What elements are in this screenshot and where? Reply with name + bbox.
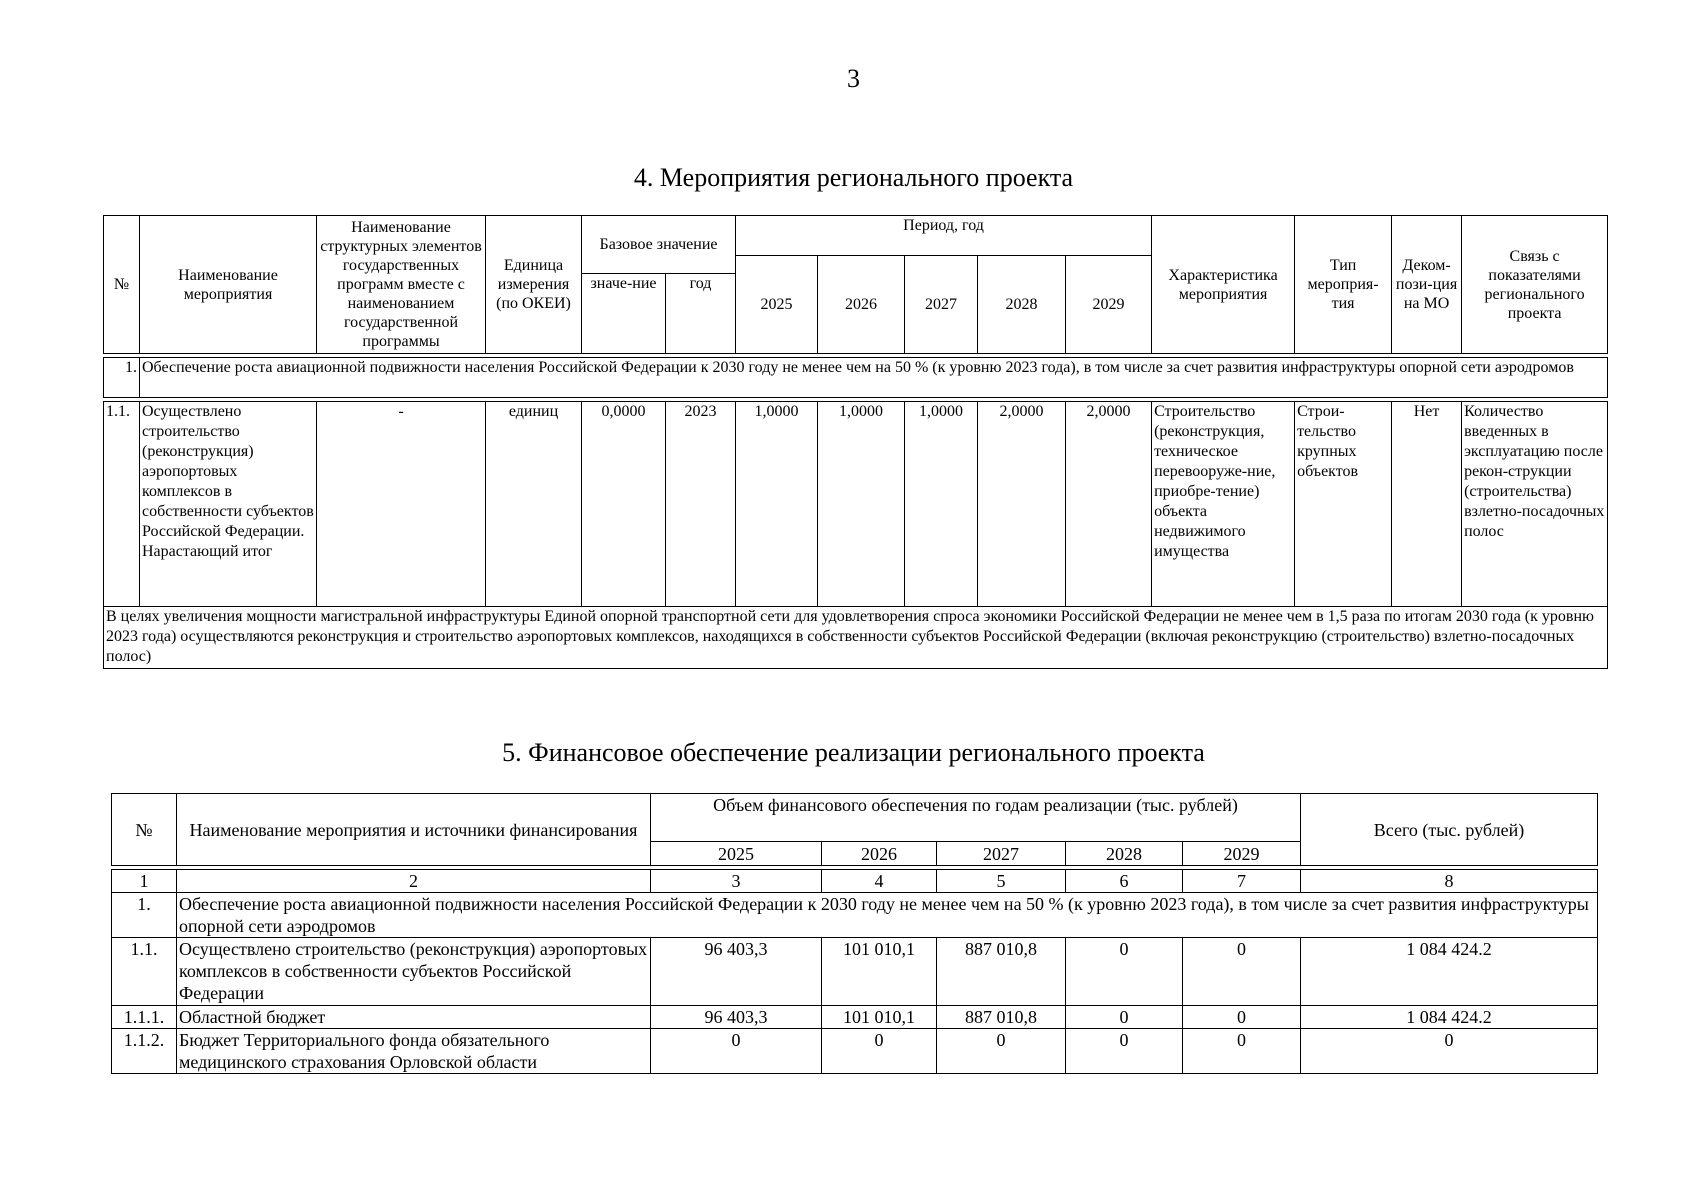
fin-header-name: Наименование мероприятия и источники финансирования: [177, 794, 651, 866]
fin-row-name: Осуществлено строительство (реконструкция) аэропортовых комплексов в собственности субъектов Российской Федерации: [177, 938, 651, 1006]
fin-header-year: 2029: [1183, 842, 1301, 866]
fin-row-value: 0: [651, 1029, 822, 1074]
section4-title: 4. Мероприятия регионального проекта: [633, 163, 1074, 192]
fin-header-total: Всего (тыс. рублей): [1301, 794, 1598, 866]
header-year: 2027: [905, 256, 978, 354]
header-year: 2028: [978, 256, 1066, 354]
fin-col-number: 6: [1066, 870, 1183, 893]
header-unit: Единица измерения (по ОКЕИ): [486, 216, 582, 354]
row-value: 2,0000: [978, 402, 1066, 607]
row-base-year: 2023: [666, 402, 736, 607]
fin-row-num: 1.1.: [112, 938, 177, 1006]
fin-row-value: 0: [937, 1029, 1066, 1074]
header-type: Тип мероприя-тия: [1295, 216, 1392, 354]
header-name: Наименование мероприятия: [140, 216, 317, 354]
row-type: Строи-тельство крупных объектов: [1295, 402, 1392, 607]
fin-col-number: 8: [1301, 870, 1598, 893]
fin-row-value: 0: [1066, 1006, 1183, 1029]
fin-col-number: 4: [822, 870, 937, 893]
row-num: 1.1.: [104, 402, 140, 607]
fin-col-number: 1: [112, 870, 177, 893]
fin-row-value: 887 010,8: [937, 1006, 1066, 1029]
row-unit: единиц: [486, 402, 582, 607]
row-value: 1,0000: [905, 402, 978, 607]
fin-row-name: Областной бюджет: [177, 1006, 651, 1029]
fin-row-value: 0: [1066, 1029, 1183, 1074]
row-characteristic: Строительство (реконструкция, техническое перевооруже-ние, приобре-тение) объекта недвижимого имущества: [1152, 402, 1295, 607]
fin-row-value: 0: [1183, 938, 1301, 1006]
fin-col-number: 2: [177, 870, 651, 893]
row-base-value: 0,0000: [582, 402, 666, 607]
fin-col-number: 7: [1183, 870, 1301, 893]
fin-row-num: 1.1.2.: [112, 1029, 177, 1074]
fin-task-text: Обеспечение роста авиационной подвижности населения Российской Федерации к 2030 году не менее чем на 50 % (к уровню 2023 года), в том числе за счет развития инфраструктуры опорной сети аэродромов: [177, 893, 1598, 938]
fin-row-value: 887 010,8: [937, 938, 1066, 1006]
fin-header-year: 2025: [651, 842, 822, 866]
fin-header-year: 2027: [937, 842, 1066, 866]
fin-row-value: 0: [1183, 1029, 1301, 1074]
fin-row-total: 1 084 424.2: [1301, 1006, 1598, 1029]
header-link: Связь с показателями регионального проекта: [1462, 216, 1608, 354]
header-period: Период, год: [736, 216, 1152, 256]
section5-title: 5. Финансовое обеспечение реализации регионального проекта: [502, 738, 1205, 767]
row-value: 2,0000: [1066, 402, 1152, 607]
row-value: 1,0000: [736, 402, 818, 607]
header-characteristic: Характеристика мероприятия: [1152, 216, 1295, 354]
task-text: Обеспечение роста авиационной подвижности населения Российской Федерации к 2030 году не менее чем на 50 % (к уровню 2023 года), в том числе за счет развития инфраструктуры опорной сети аэродромов: [140, 358, 1608, 398]
fin-header-volume: Объем финансового обеспечения по годам реализации (тыс. рублей): [651, 794, 1301, 842]
header-structural: Наименование структурных элементов государственных программ вместе с наименованием государственной программы: [317, 216, 486, 354]
finance-table: [111, 793, 1598, 1074]
row-structural: -: [317, 402, 486, 607]
fin-row-value: 0: [822, 1029, 937, 1074]
fin-row-value: 0: [1183, 1006, 1301, 1029]
fin-row-total: 0: [1301, 1029, 1598, 1074]
fin-row-num: 1.1.1.: [112, 1006, 177, 1029]
fin-row-value: 0: [1066, 938, 1183, 1006]
activity-note: В целях увеличения мощности магистральной инфраструктуры Единой опорной транспортной сети для удовлетворения спроса экономики Российской Федерации не менее чем в 1,5 раза по итогам 2030 года (к уровню 2023 года) осуществляются реконструкция и строительство аэропортовых комплексов, находящихся в собственности субъектов Российской Федерации (включая реконструкцию (строительство) взлетно-посадочных полос): [104, 607, 1608, 669]
fin-row-value: 96 403,3: [651, 1006, 822, 1029]
page-number: 3: [847, 64, 860, 93]
header-base-year: год: [666, 274, 736, 354]
fin-task-num: 1.: [112, 893, 177, 938]
fin-row-value: 101 010,1: [822, 1006, 937, 1029]
activities-table: [103, 215, 1608, 669]
fin-header-year: 2026: [822, 842, 937, 866]
row-decomp: Нет: [1392, 402, 1462, 607]
fin-header-num: №: [112, 794, 177, 866]
fin-row-value: 101 010,1: [822, 938, 937, 1006]
row-value: 1,0000: [818, 402, 905, 607]
fin-row-name: Бюджет Территориального фонда обязательного медицинского страхования Орловской области: [177, 1029, 651, 1074]
header-year: 2026: [818, 256, 905, 354]
fin-row-total: 1 084 424.2: [1301, 938, 1598, 1006]
row-link: Количество введенных в эксплуатацию после рекон-струкции (строительства) взлетно-посадочных полос: [1462, 402, 1608, 607]
header-base: Базовое значение: [582, 216, 736, 274]
task-num: 1.: [104, 358, 140, 398]
header-year: 2029: [1066, 256, 1152, 354]
fin-row-value: 96 403,3: [651, 938, 822, 1006]
fin-col-number: 3: [651, 870, 822, 893]
header-base-value: значе-ние: [582, 274, 666, 354]
header-num: №: [104, 216, 140, 354]
fin-col-number: 5: [937, 870, 1066, 893]
header-year: 2025: [736, 256, 818, 354]
fin-header-year: 2028: [1066, 842, 1183, 866]
row-name: Осуществлено строительство (реконструкция) аэропортовых комплексов в собственности субъектов Российской Федерации. Нарастающий итог: [140, 402, 317, 607]
header-decomp: Деком-пози-ция на МО: [1392, 216, 1462, 354]
